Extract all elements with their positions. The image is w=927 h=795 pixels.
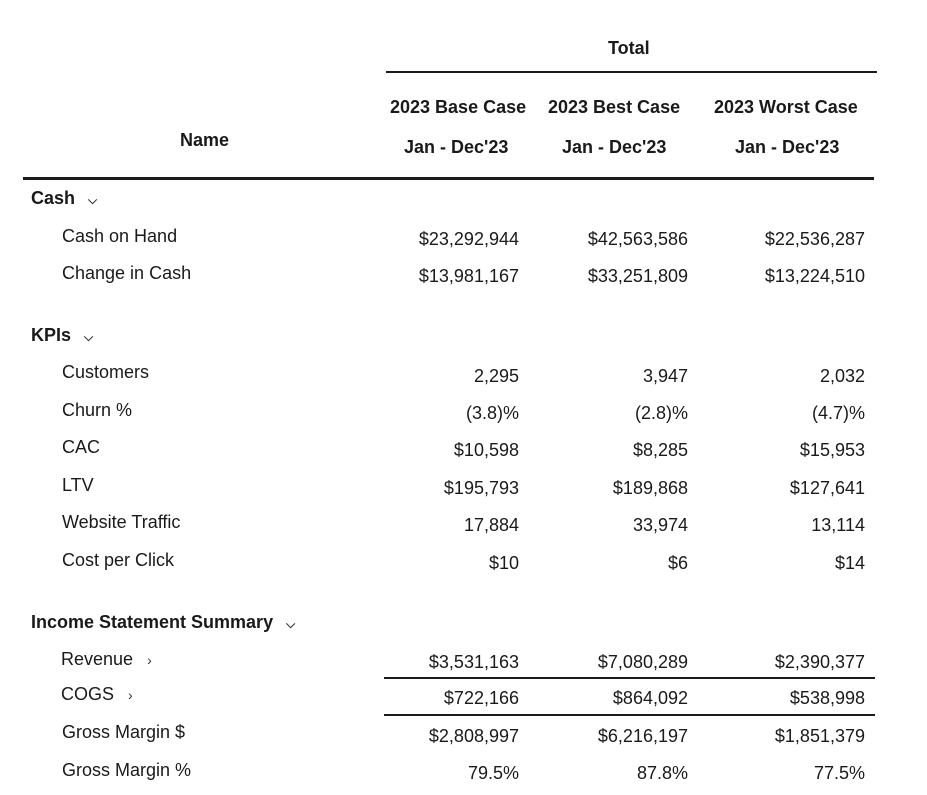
cell-revenue-worst: $2,390,377 [774, 652, 865, 672]
cell-cash-on-hand-worst: $22,536,287 [764, 229, 865, 249]
row-cogs-toggle[interactable] [61, 684, 133, 705]
cell-cash-on-hand-base: $23,292,944 [418, 229, 519, 249]
cell-churn-best: (2.8)% [634, 403, 688, 423]
cell-revenue-base: $3,531,163 [428, 652, 519, 672]
cell-change-in-cash-base: $13,981,167 [418, 266, 519, 286]
cell-change-in-cash-worst: $13,224,510 [764, 266, 865, 286]
section-title-kpis: KPIs [31, 325, 72, 345]
cogs-underline [384, 714, 875, 716]
cell-cogs-base: $722,166 [443, 688, 519, 708]
cell-website-traffic-worst: 13,114 [811, 515, 865, 535]
cell-cogs-best: $864,092 [612, 688, 688, 708]
row-label-cogs: COGS [61, 684, 115, 704]
column-header-worst-case-title[interactable]: 2023 Worst Case [714, 97, 858, 117]
row-label-gross-margin-dollars: Gross Margin $ [62, 722, 186, 742]
row-label-revenue: Revenue [61, 649, 134, 669]
cell-cost-per-click-base: $10 [488, 553, 519, 573]
row-label-cost-per-click: Cost per Click [62, 550, 175, 570]
column-header-worst-case-period: Jan - Dec'23 [735, 137, 840, 157]
group-header-total: Total [608, 38, 650, 58]
cell-cac-worst: $15,953 [799, 440, 865, 460]
cell-churn-base: (3.8)% [465, 403, 519, 423]
cell-change-in-cash-best: $33,251,809 [587, 266, 688, 286]
row-label-cac: CAC [62, 437, 101, 457]
section-title-income-statement: Income Statement Summary [31, 612, 274, 632]
cell-cac-base: $10,598 [453, 440, 519, 460]
row-label-customers: Customers [62, 362, 150, 382]
row-label-website-traffic: Website Traffic [62, 512, 181, 532]
cell-gross-margin-percent-best: 87.8% [636, 763, 688, 783]
header-divider [23, 177, 874, 180]
cell-gross-margin-percent-base: 79.5% [467, 763, 519, 783]
cell-website-traffic-best: 33,974 [632, 515, 688, 535]
column-header-best-case-title[interactable]: 2023 Best Case [548, 97, 681, 117]
cell-revenue-best: $7,080,289 [597, 652, 688, 672]
cell-cac-best: $8,285 [632, 440, 688, 460]
cell-ltv-worst: $127,641 [789, 478, 865, 498]
section-title-cash: Cash [31, 188, 76, 208]
row-label-ltv: LTV [62, 475, 94, 495]
cell-cost-per-click-worst: $14 [834, 553, 865, 573]
row-label-gross-margin-percent: Gross Margin % [62, 760, 192, 780]
cell-cost-per-click-best: $6 [667, 553, 688, 573]
column-header-name: Name [180, 130, 230, 150]
row-label-change-in-cash: Change in Cash [62, 263, 192, 283]
cell-cash-on-hand-best: $42,563,586 [587, 229, 688, 249]
section-header-cash[interactable] [31, 188, 97, 209]
cell-gross-margin-dollars-base: $2,808,997 [428, 726, 519, 746]
row-revenue-toggle[interactable] [61, 649, 152, 670]
cell-churn-worst: (4.7)% [811, 403, 865, 423]
cell-ltv-best: $189,868 [612, 478, 688, 498]
cell-customers-best: 3,947 [642, 366, 688, 386]
chevron-right-icon[interactable]: › [147, 652, 152, 668]
cell-ltv-base: $195,793 [443, 478, 519, 498]
cell-cogs-worst: $538,998 [789, 688, 865, 708]
cell-gross-margin-percent-worst: 77.5% [813, 763, 865, 783]
cell-gross-margin-dollars-worst: $1,851,379 [774, 726, 865, 746]
column-header-base-case-title[interactable]: 2023 Base Case [390, 97, 527, 117]
chevron-right-icon[interactable]: › [128, 687, 133, 703]
row-label-churn: Churn % [62, 400, 133, 420]
group-header-underline [386, 71, 877, 73]
cell-customers-worst: 2,032 [819, 366, 865, 386]
chevron-down-icon[interactable]: ⌵ [84, 330, 94, 344]
revenue-underline [384, 677, 875, 679]
chevron-down-icon[interactable]: ⌵ [88, 193, 98, 207]
column-header-base-case-period: Jan - Dec'23 [404, 137, 509, 157]
cell-gross-margin-dollars-best: $6,216,197 [597, 726, 688, 746]
column-header-best-case-period: Jan - Dec'23 [562, 137, 667, 157]
section-header-income-statement[interactable] [31, 612, 295, 633]
chevron-down-icon[interactable]: ⌵ [286, 617, 296, 631]
cell-customers-base: 2,295 [473, 366, 519, 386]
section-header-kpis[interactable] [31, 325, 93, 346]
row-label-cash-on-hand: Cash on Hand [62, 226, 178, 246]
cell-website-traffic-base: 17,884 [463, 515, 519, 535]
